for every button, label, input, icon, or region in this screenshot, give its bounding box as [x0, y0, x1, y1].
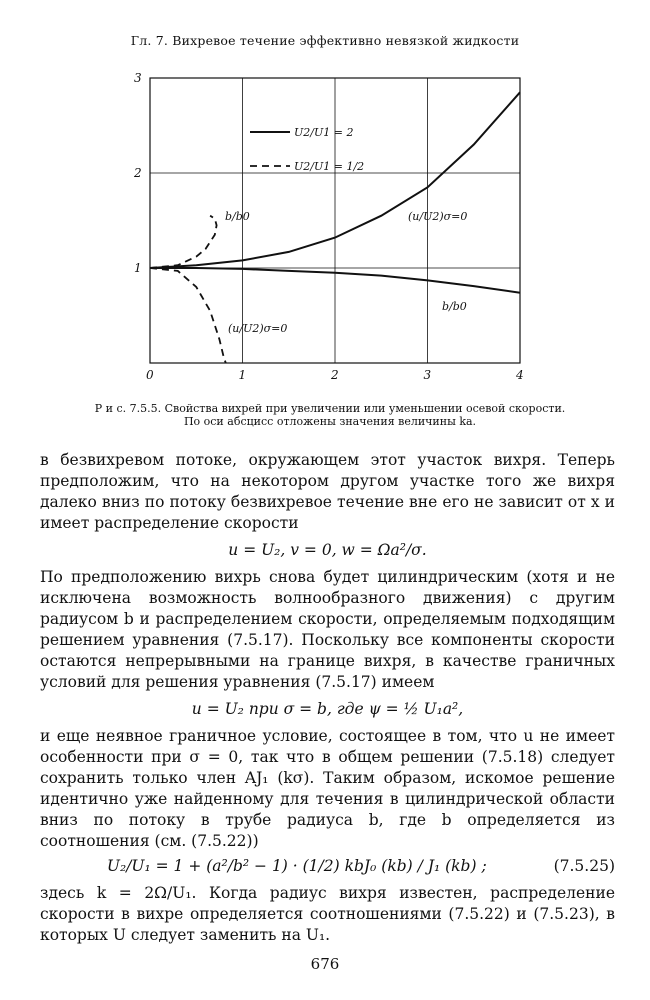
y-tick-label: 1: [134, 261, 142, 275]
paragraph-2: По предположению вихрь снова будет цилиндрическим (хотя и не исключена возможность волнообразного движения) с другим радиусом b и распределением скорости, определяемым подходящим решением уравнения (7.5.17). Поскольку все компоненты скорости остаются непрерывными на границе вихря, в качестве граничных условий для решения уравнения (7.5.17) имеем: [40, 568, 615, 691]
label-u-u2-solid: (u/U2)σ=0: [408, 210, 468, 223]
caption-line-2: По оси абсцисс отложены значения величины ka.: [183, 415, 477, 428]
equation-3: U₂/U₁ = 1 + (a²/b² − 1) · (1/2) kbJ₀ (kb) / J₁ (kb) ;: [106, 857, 487, 875]
legend-solid-label: U2/U1 = 2: [294, 126, 354, 139]
body-text: [40, 450, 615, 946]
x-tick-label: 1: [238, 368, 247, 382]
series-line: [150, 216, 217, 268]
x-tick-label: 2: [331, 368, 339, 382]
equation-3-row: [40, 856, 615, 877]
equation-2: u = U₂ при σ = b, где ψ = ½ U₁a²,: [191, 700, 464, 718]
chart-svg: [120, 70, 540, 395]
page-number: 676: [310, 955, 340, 973]
label-b-b0-solid: b/b0: [442, 300, 467, 313]
figure-caption: [60, 402, 600, 428]
y-tick-label: 2: [134, 166, 142, 180]
x-tick-label: 4: [516, 368, 524, 382]
label-u-u2-dashed: (u/U2)σ=0: [228, 322, 288, 335]
y-tick-label: 3: [134, 71, 142, 85]
paragraph-4: здесь k = 2Ω/U₁. Когда радиус вихря известен, распределение скорости в вихре определяется соотношениями (7.5.22) и (7.5.23), в которых U следует заменить на U₁.: [40, 884, 615, 944]
label-b-b0-dashed: b/b0: [225, 210, 250, 223]
figure: [120, 70, 540, 395]
x-tick-label: 3: [423, 368, 432, 382]
x-tick-label: 0: [146, 368, 154, 382]
running-header: Гл. 7. Вихревое течение эффективно невязкой жидкости: [130, 33, 520, 48]
series-line: [150, 268, 226, 363]
equation-3-number: (7.5.25): [553, 857, 615, 875]
legend-dashed-label: U2/U1 = 1/2: [294, 160, 365, 173]
equation-1: u = U₂, v = 0, w = Ωa²/σ.: [228, 541, 427, 559]
caption-line-1: Р и с. 7.5.5. Свойства вихрей при увеличении или уменьшении осевой скорости.: [94, 402, 566, 415]
paragraph-1: в безвихревом потоке, окружающем этот участок вихря. Теперь предположим, что на некотором другом участке того же вихря далеко вниз по потоку безвихревое течение вне его не зависит от x и имеет распределение скорости: [40, 451, 615, 532]
paragraph-3: и еще неявное граничное условие, состоящее в том, что u не имеет особенности при σ = 0, так что в общем решении (7.5.18) следует сохранить только член AJ₁ (kσ). Таким образом, искомое решение идентично уже найденному для течения в цилиндрической области вниз по потоку в трубе радиуса b, где b определяется из соотношения (см. (7.5.22)): [40, 727, 615, 850]
